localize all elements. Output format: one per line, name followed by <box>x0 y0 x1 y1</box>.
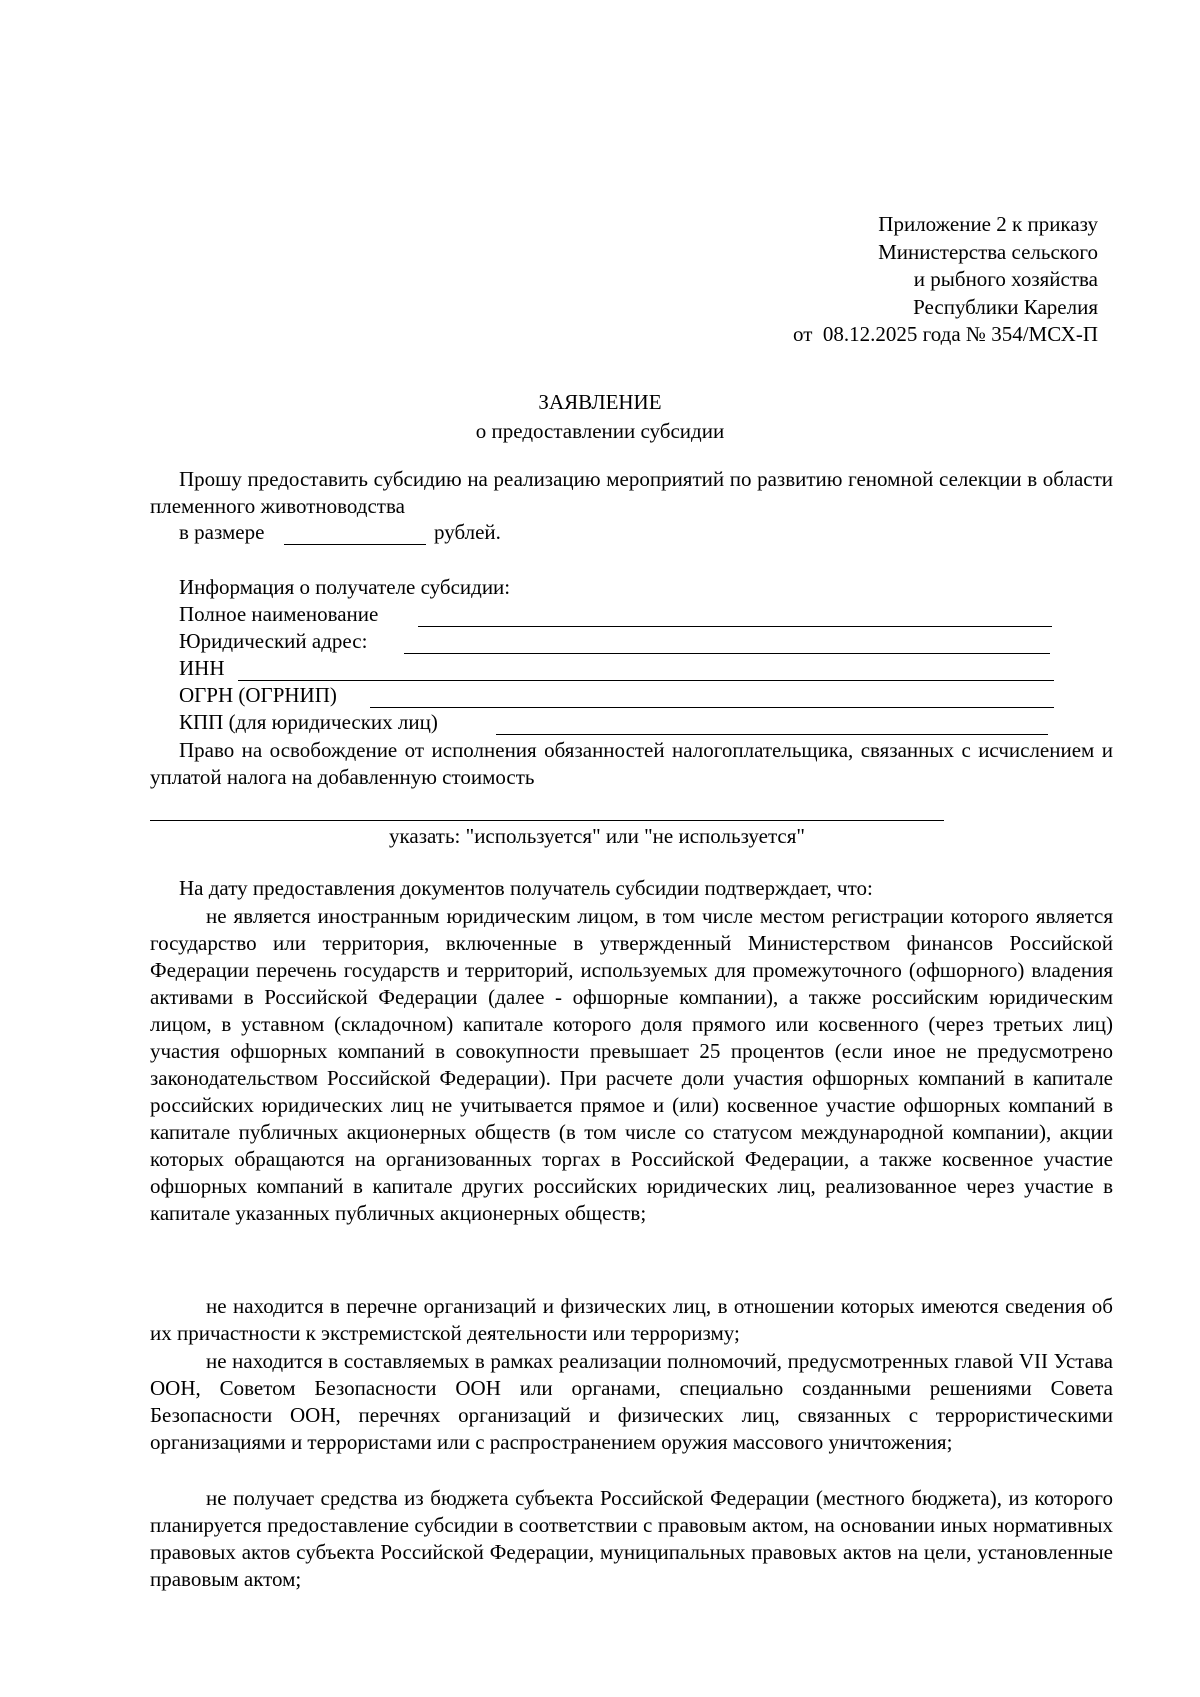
recipient-heading: Информация о получателе субсидии: <box>179 575 511 599</box>
appendix-line-5: от 08.12.2025 года № 354/МСХ-П <box>793 322 1098 346</box>
kpp-label: КПП (для юридических лиц) <box>179 710 438 734</box>
inn-label: ИНН <box>179 656 225 680</box>
amount-label: в размере <box>179 520 265 544</box>
ogrn-input-line[interactable] <box>370 683 1054 708</box>
appendix-line-1: Приложение 2 к приказу <box>878 212 1098 236</box>
appendix-header <box>793 211 1098 349</box>
confirmation-item-extremism: не находится в перечне организаций и физических лиц, в отношении которых имеются сведения об их причастности к экстремистской деятельности или терроризму; <box>150 1294 1113 1345</box>
kpp-input-line[interactable] <box>496 710 1048 735</box>
request-paragraph: Прошу предоставить субсидию на реализацию мероприятий по развитию геномной селекции в области племенного животноводства <box>150 467 1113 518</box>
confirmation-intro: На дату предоставления документов получатель субсидии подтверждает, что: <box>179 876 873 900</box>
confirmation-item-budget-funds: не получает средства из бюджета субъекта Российской Федерации (местного бюджета), из которого планируется предоставление субсидии в соответствии с правовым актом, на основании иных нормативных правовых актов субъекта Российской Федерации, муниципальных правовых актов на цели, установленные правовым актом; <box>150 1486 1113 1591</box>
vat-status-input-line[interactable] <box>150 796 944 821</box>
appendix-line-2: Министерства сельского <box>878 239 1098 264</box>
confirmation-item-offshore: не является иностранным юридическим лицом, в том числе местом регистрации которого является государство или территория, включенные в утвержденный Министерством финансов Российской Федерации перечень государств и территорий, используемых для промежуточного (офшорного) владения активами в Российской Федерации (далее - офшорные компании), а также российским юридическим лицом, в уставном (складочном) капитале которого доля прямого или косвенного (через третьих лиц) участия офшорных компаний в совокупности превышает 25 процентов (если иное не предусмотрено законодательством Российской Федерации). При расчете доли участия офшорных компаний в капитале российских юридических лиц не учитывается прямое и (или) косвенное участие офшорных компаний в капитале публичных акционерных обществ (в том числе со статусом международной компании), акции которых обращаются на организованных торгах в Российской Федерации, а также косвенное участие офшорных компаний в капитале других российских юридических лиц, реализованное через участие в капитале указанных публичных акционерных обществ; <box>150 904 1113 1225</box>
vat-paragraph: Право на освобождение от исполнения обязанностей налогоплательщика, связанных с исчислением и уплатой налога на добавленную стоимость <box>150 738 1113 789</box>
appendix-line-3: и рыбного хозяйства <box>913 267 1098 291</box>
full-name-input-line[interactable] <box>418 602 1052 627</box>
amount-currency: рублей. <box>434 520 501 544</box>
vat-status-hint: указать: "используется" или "не используется" <box>389 824 805 848</box>
amount-input-line[interactable] <box>284 520 426 545</box>
full-name-label: Полное наименование <box>179 602 379 626</box>
document-subtitle: о предоставлении субсидии <box>475 419 725 443</box>
legal-address-label: Юридический адрес: <box>179 629 368 653</box>
legal-address-input-line[interactable] <box>404 629 1050 654</box>
appendix-line-4: Республики Карелия <box>913 294 1098 319</box>
confirmation-item-un-sanctions: не находится в составляемых в рамках реализации полномочий, предусмотренных главой VII Устава ООН, Советом Безопасности ООН или органами, специально созданными решениями Совета Безопасности ООН, перечнях организаций и физических лиц, связанных с террористическими организациями и террористами или с распространением оружия массового уничтожения; <box>150 1349 1113 1454</box>
ogrn-label: ОГРН (ОГРНИП) <box>179 683 337 707</box>
document-title: ЗАЯВЛЕНИЕ <box>538 390 662 414</box>
inn-input-line[interactable] <box>238 656 1054 681</box>
